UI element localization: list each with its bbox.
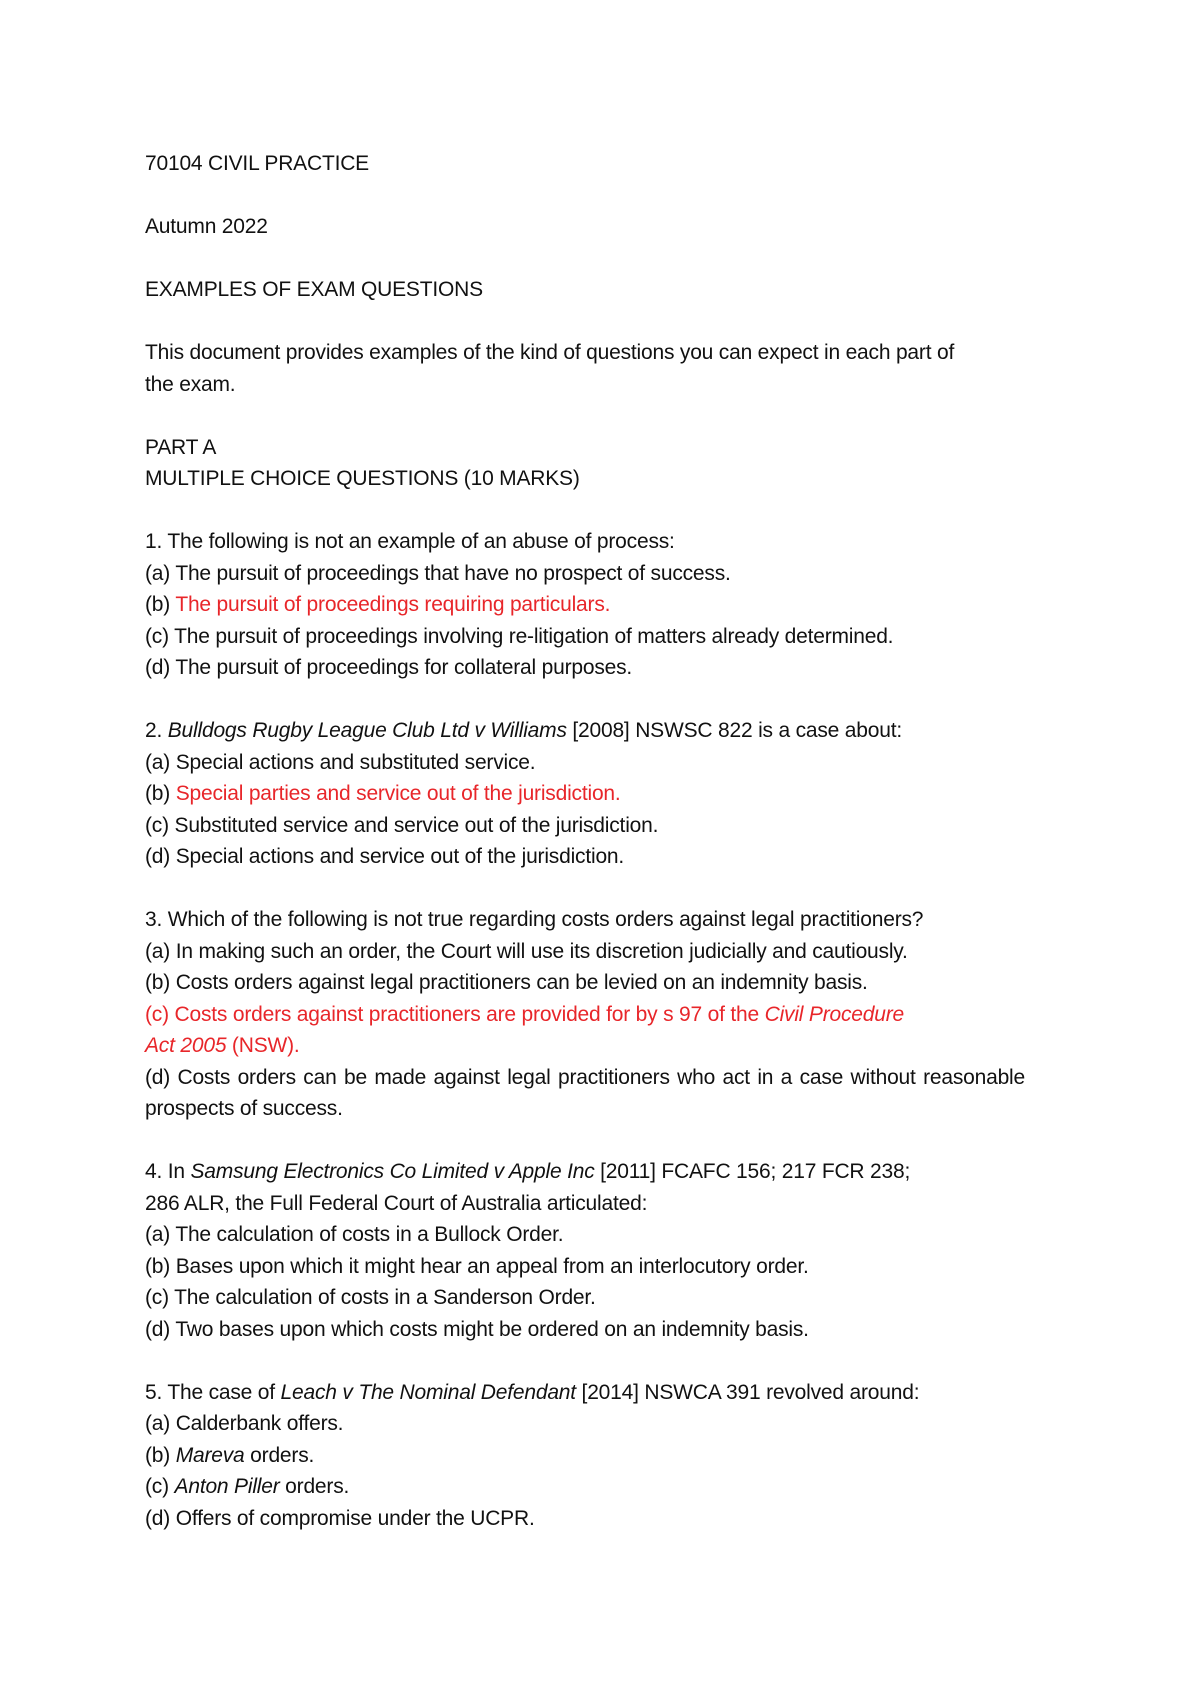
intro-paragraph: This document provides examples of the kind of questions you can expect in each part of the exam. [145,341,955,396]
stem-rest: [2014] NSWCA 391 revolved around: [575,1380,920,1404]
option-c-correct-answer [145,999,905,1062]
question-stem [145,1377,1025,1409]
option-b [145,1440,1025,1472]
question-stem [145,1156,925,1219]
act-name: Civil Procedure Act 2005 [145,1002,904,1057]
option-prefix: (c) [145,1475,175,1498]
option-d: (d) Two bases upon which costs might be ordered on an indemnity basis. [145,1317,809,1341]
option-prefix: (b) [145,782,176,805]
option-a: (a) In making such an order, the Court will use its discretion judicially and cautiously. [145,939,908,963]
stem-rest: [2011] FCAFC 156; 217 FCR 238; 286 ALR, the Full Federal Court of Australia articulated: [145,1160,911,1215]
option-a: (a) Special actions and substituted service. [145,750,536,774]
part-heading: MULTIPLE CHOICE QUESTIONS (10 MARKS) [145,467,580,490]
option-prefix: (b) [145,593,176,616]
document-title: EXAMPLES OF EXAM QUESTIONS [145,278,483,301]
question-1 [145,526,1025,684]
stem-number: 5. The case of [145,1380,281,1404]
option-d: (d) Special actions and service out of the jurisdiction. [145,845,625,868]
option-c: (c) Substituted service and service out of the jurisdiction. [145,813,659,837]
option-c: (c) The pursuit of proceedings involving re-litigation of matters already determined. [145,624,894,648]
option-b [145,589,1025,621]
question-stem: 3. Which of the following is not true regarding costs orders against legal practitioners? [145,908,924,931]
case-name: Leach v The Nominal Defendant [280,1380,576,1404]
question-stem: 1. The following is not an example of an abuse of process: [145,530,675,553]
option-suffix: orders. [244,1443,315,1467]
option-b: (b) Costs orders against legal practitioners can be levied on an indemnity basis. [145,971,868,994]
stem-number: 2. [145,719,168,742]
option-a: (a) The pursuit of proceedings that have no prospect of success. [145,561,731,585]
case-name: Bulldogs Rugby League Club Ltd v Williams [167,719,567,742]
question-5 [145,1377,1025,1535]
correct-answer: The pursuit of proceedings requiring particulars. [175,593,611,616]
correct-answer: Special parties and service out of the jurisdiction. [175,782,621,805]
option-c-text: (c) Costs orders against practitioners are provided for by s 97 of the [145,1002,765,1026]
term-label: Autumn 2022 [145,215,268,238]
act-jurisdiction: (NSW). [226,1034,300,1057]
case-name: Samsung Electronics Co Limited v Apple Inc [190,1160,595,1183]
option-prefix: (b) [145,1443,176,1467]
question-4 [145,1156,1025,1345]
question-3 [145,904,1025,1125]
option-d: (d) The pursuit of proceedings for collateral purposes. [145,656,633,679]
order-name: Anton Piller [174,1475,280,1498]
document-body [145,148,1025,1534]
option-c: (c) The calculation of costs in a Sanderson Order. [145,1286,596,1309]
option-d: (d) Offers of compromise under the UCPR. [145,1506,535,1530]
question-2 [145,715,1025,873]
option-c [145,1471,1025,1503]
option-b [145,778,1025,810]
option-suffix: orders. [279,1475,350,1498]
option-b: (b) Bases upon which it might hear an appeal from an interlocutory order. [145,1254,809,1278]
option-d: (d) Costs orders can be made against legal practitioners who act in a case without reasonable prospects of success. [145,1065,1025,1120]
order-name: Mareva [175,1443,245,1467]
option-a: (a) Calderbank offers. [145,1412,344,1435]
part-label: PART A [145,435,217,459]
course-title: 70104 CIVIL PRACTICE [145,152,369,175]
stem-number: 4. In [145,1160,191,1183]
question-stem [145,715,1025,747]
stem-rest: [2008] NSWSC 822 is a case about: [566,719,902,742]
option-a: (a) The calculation of costs in a Bullock Order. [145,1223,564,1246]
